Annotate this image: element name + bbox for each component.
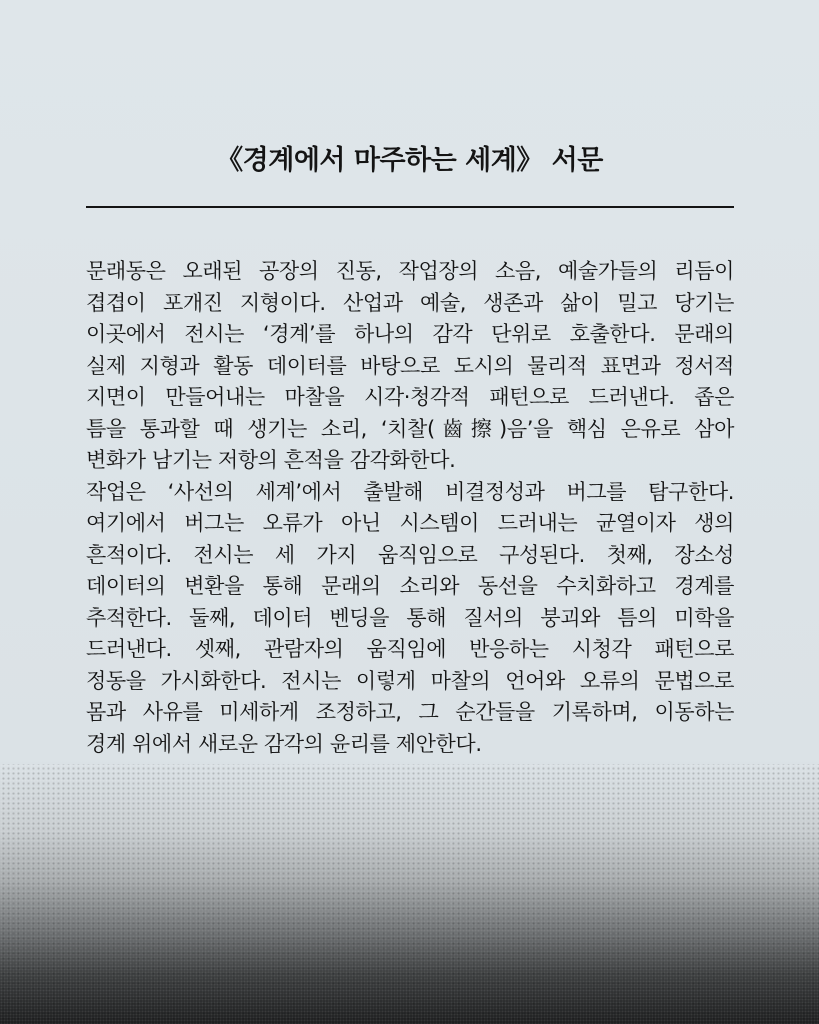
page-title: 《경계에서 마주하는 세계》 서문	[216, 145, 603, 176]
body-line: 데이터의 변환을 통해 문래의 소리와 동선을 수치화하고 경계를	[86, 574, 734, 598]
body-line: 흔적이다. 전시는 세 가지 움직임으로 구성된다. 첫째, 장소성	[86, 542, 734, 567]
body-line: 추적한다. 둘째, 데이터 벤딩을 통해 질서의 붕괴와 틈의 미학을	[86, 605, 734, 630]
body-line: 문래동은 오래된 공장의 진동, 작업장의 소음, 예술가들의 리듬이	[86, 259, 734, 283]
body-line: 경계 위에서 새로운 감각의 윤리를 제안한다.	[86, 731, 482, 756]
body-line: 여기에서 버그는 오류가 아닌 시스템이 드러내는 균열이자 생의	[86, 511, 734, 535]
title-divider	[86, 206, 734, 208]
body-text	[86, 256, 734, 760]
body-line: 몸과 사유를 미세하게 조정하고, 그 순간들을 기록하며, 이동하는	[86, 700, 734, 724]
body-line: 지면이 만들어내는 마찰을 시각·청각적 패턴으로 드러낸다. 좁은	[86, 385, 734, 409]
body-line: 작업은 ‘사선의 세계’에서 출발해 비결정성과 버그를 탐구한다.	[86, 479, 734, 504]
body-line: 겹겹이 포개진 지형이다. 산업과 예술, 생존과 삶이 밀고 당기는	[86, 290, 734, 315]
background-grain	[0, 764, 819, 1024]
body-line: 드러낸다. 셋째, 관람자의 움직임에 반응하는 시청각 패턴으로	[86, 637, 734, 661]
body-line: 실제 지형과 활동 데이터를 바탕으로 도시의 물리적 표면과 정서적	[86, 353, 734, 378]
body-line: 정동을 가시화한다. 전시는 이렇게 마찰의 언어와 오류의 문법으로	[86, 668, 734, 693]
body-line: 이곳에서 전시는 ‘경계’를 하나의 감각 단위로 호출한다. 문래의	[86, 322, 734, 346]
body-line: 틈을 통과할 때 생기는 소리, ‘치찰(齒擦)음’을 핵심 은유로 삼아	[86, 416, 734, 441]
body-line: 변화가 남기는 저항의 흔적을 감각화한다.	[86, 448, 456, 472]
